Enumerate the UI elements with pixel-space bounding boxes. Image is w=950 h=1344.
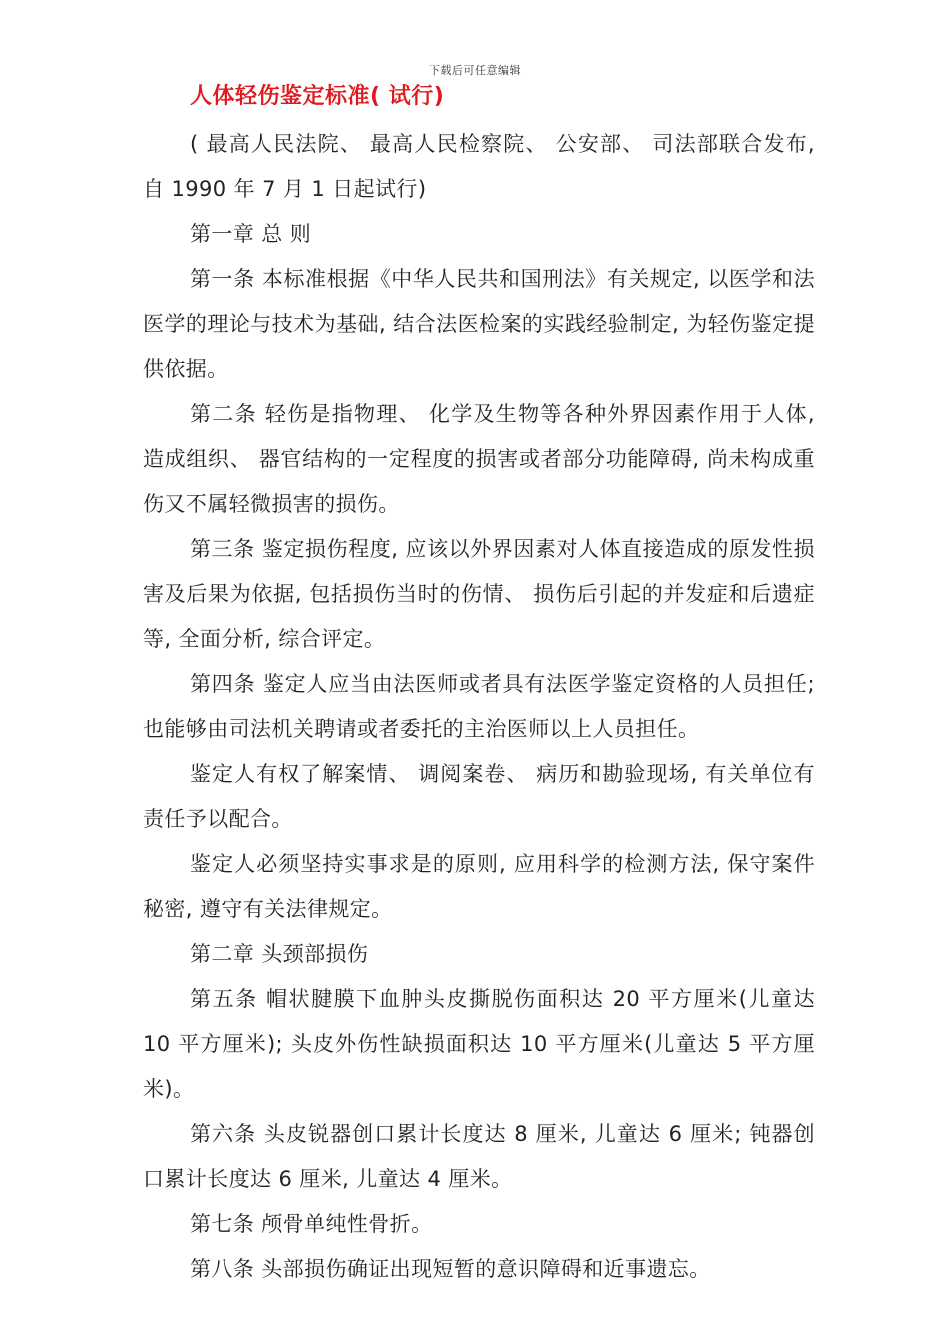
article-paragraph: 第一条 本标准根据《中华人民共和国刑法》有关规定, 以医学和法医学的理论与技术为基础, 结合法医检案的实践经验制定, 为轻伤鉴定提供依据。: [143, 267, 815, 381]
article-paragraph: 第四条 鉴定人应当由法医师或者具有法医学鉴定资格的人员担任; 也能够由司法机关聘请或者委托的主治医师以上人员担任。: [143, 672, 815, 741]
article-paragraph: 第六条 头皮锐器创口累计长度达 8 厘米, 儿童达 6 厘米; 钝器创口累计长度达 6 厘米, 儿童达 4 厘米。: [143, 1122, 815, 1191]
chapter-heading: 第一章 总 则: [190, 222, 312, 246]
article-paragraph: 第二条 轻伤是指物理、 化学及生物等各种外界因素作用于人体, 造成组织、 器官结构的一定程度的损害或者部分功能障碍, 尚未构成重伤又不属轻微损害的损伤。: [143, 402, 815, 516]
issuer-paragraph: ( 最高人民法院、 最高人民检察院、 公安部、 司法部联合发布, 自 1990 年 7 月 1 日起试行): [143, 132, 815, 201]
article-paragraph: 第五条 帽状腱膜下血肿头皮撕脱伤面积达 20 平方厘米(儿童达 10 平方厘米); 头皮外伤性缺损面积达 10 平方厘米(儿童达 5 平方厘米)。: [143, 987, 815, 1101]
article-paragraph: 第七条 颅骨单纯性骨折。: [190, 1212, 433, 1236]
article-paragraph: 鉴定人有权了解案情、 调阅案卷、 病历和勘验现场, 有关单位有责任予以配合。: [143, 762, 815, 831]
download-note: 下载后可任意编辑: [429, 64, 521, 77]
article-paragraph: 鉴定人必须坚持实事求是的原则, 应用科学的检测方法, 保守案件秘密, 遵守有关法律规定。: [143, 852, 815, 921]
document-title: 人体轻伤鉴定标准( 试行): [190, 84, 445, 109]
article-paragraph: 第八条 头部损伤确证出现短暂的意识障碍和近事遗忘。: [190, 1257, 711, 1281]
document-body: [143, 122, 815, 1292]
chapter-heading: 第二章 头颈部损伤: [190, 942, 369, 966]
article-paragraph: 第三条 鉴定损伤程度, 应该以外界因素对人体直接造成的原发性损害及后果为依据, 包括损伤当时的伤情、 损伤后引起的并发症和后遗症等, 全面分析, 综合评定。: [143, 537, 815, 651]
